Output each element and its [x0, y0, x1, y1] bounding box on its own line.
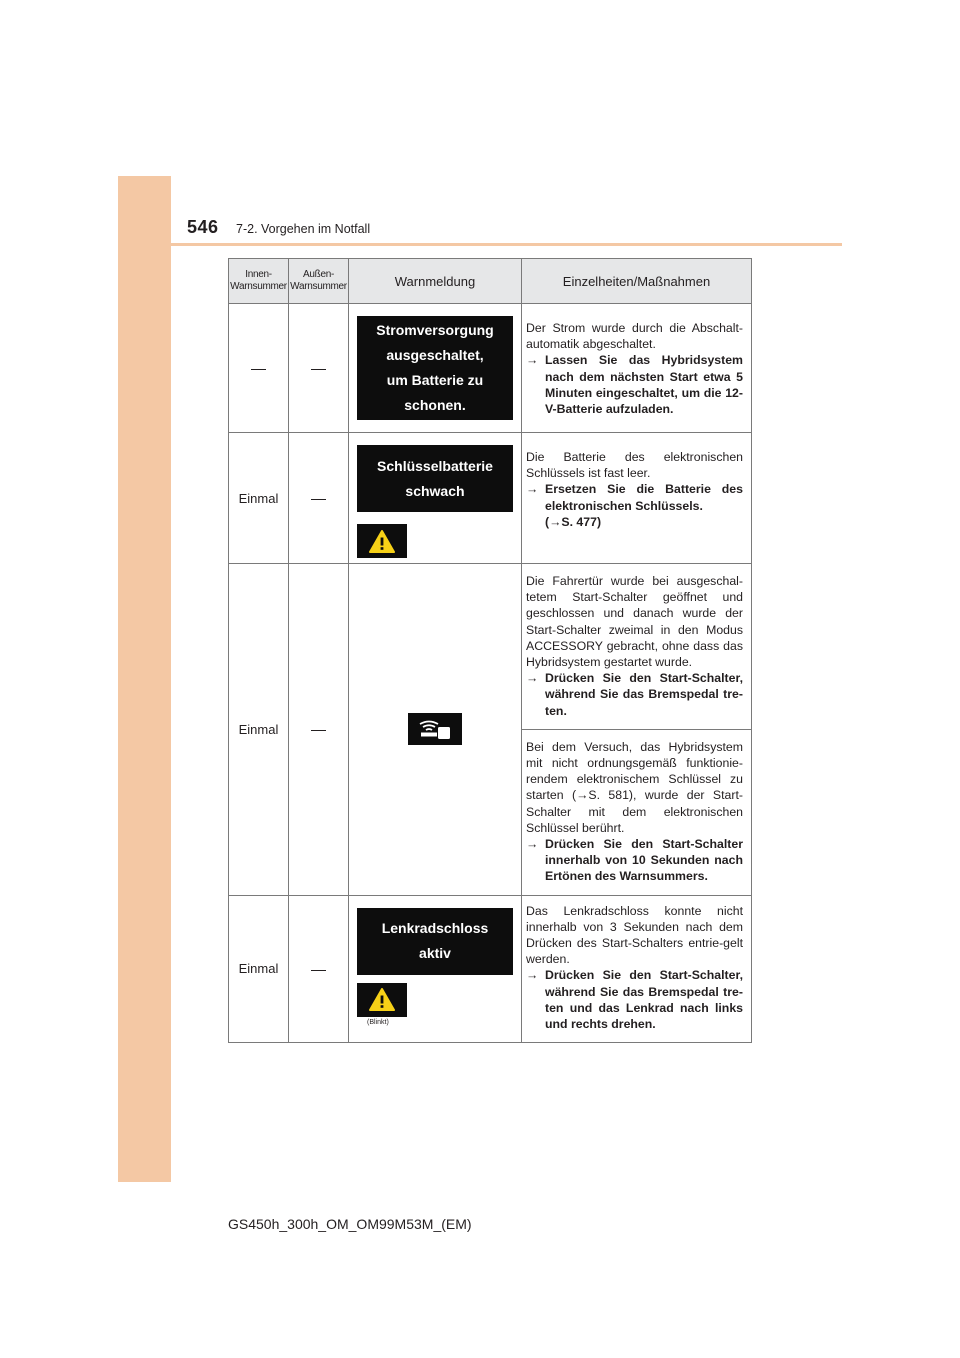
warning-triangle-icon [368, 987, 396, 1012]
dash [251, 369, 266, 370]
header-details: Einzelheiten/Maßnahmen [522, 259, 752, 304]
details-cell [522, 729, 752, 895]
side-strip [118, 176, 171, 1182]
key-indicator-display [408, 713, 462, 745]
detail-text: Der Strom wurde durch die Abschalt-automatik abgeschaltet. [526, 321, 743, 352]
arrow-icon: → [526, 353, 539, 368]
message-cell [349, 433, 522, 564]
action-text: → Drücken Sie den Start-Schalter, während Sie das Bremspedal tre-ten. [526, 671, 743, 718]
footer-manual-code: GS450h_300h_OM_OM99M53M_(EM) [228, 1216, 472, 1232]
dash [311, 369, 326, 370]
dash [311, 499, 326, 500]
message-cell [349, 895, 522, 1043]
details-cell [522, 564, 752, 730]
action-text: → Drücken Sie den Start-Schalter innerhalb von 10 Sekunden nach Ertönen des Warnsummers. [526, 837, 743, 884]
warning-icon-display [357, 983, 407, 1017]
dash [311, 730, 326, 731]
action-text: → Lassen Sie das Hybridsystem nach dem nächsten Start etwa 5 Minuten eingeschaltet, um die 12-V-Batterie aufzuladen. [526, 353, 743, 417]
message-cell [349, 304, 522, 433]
page-reference: (→S. 477) [545, 514, 602, 529]
header-message: Warnmeldung [349, 259, 522, 304]
inner-buzzer-cell: Einmal [229, 433, 289, 564]
display-message: Lenkradschloss aktiv [357, 908, 513, 975]
smart-key-signal-icon [416, 718, 454, 740]
outer-buzzer-cell [289, 564, 349, 896]
table-row [229, 895, 752, 1043]
inner-buzzer-cell [229, 304, 289, 433]
arrow-icon: → [526, 837, 539, 852]
warning-icon-display [357, 524, 407, 558]
header-inner-buzzer: Innen- Warnsummer [229, 259, 289, 304]
detail-text: Bei dem Versuch, das Hybridsystem mit nicht ordnungsgemäß funktionie-rendem elektronischem Schlüssel zu starten (→S. 581), wurde der Start-Schalter mit dem elektronischen Schlüssel berührt. [526, 739, 743, 835]
display-message: Schlüsselbatterie schwach [357, 445, 513, 512]
detail-text: Die Batterie des elektronischen Schlüssels ist fast leer. [526, 450, 743, 481]
section-title: 7-2. Vorgehen im Notfall [236, 222, 371, 236]
detail-text: Die Fahrertür wurde bei ausgeschal-tetem Start-Schalter geöffnet und geschlossen und danach wurde der Start-Schalter zweimal in den Modus ACCESSORY gebracht, ohne dass das Hybridsystem gestartet wurde. [526, 574, 743, 670]
details-cell [522, 433, 752, 564]
warning-triangle-icon [368, 529, 396, 554]
table-row [229, 433, 752, 564]
arrow-icon: → [526, 671, 539, 686]
arrow-icon: → [526, 968, 539, 983]
inner-buzzer-cell: Einmal [229, 564, 289, 896]
header-rule [118, 243, 842, 246]
detail-text: Das Lenkradschloss konnte nicht innerhalb von 3 Sekunden nach dem Drücken des Start-Schalters entrie-gelt werden. [526, 903, 743, 967]
dash [311, 970, 326, 971]
arrow-icon: → [526, 482, 539, 497]
table-row [229, 564, 752, 730]
table-header-row [229, 259, 752, 304]
action-text: → Ersetzen Sie die Batterie des elektronischen Schlüssels. [526, 482, 743, 513]
outer-buzzer-cell [289, 433, 349, 564]
header-outer-buzzer: Außen- Warnsummer [289, 259, 349, 304]
page-number: 546 [187, 217, 219, 237]
details-cell [522, 304, 752, 433]
inner-buzzer-cell: Einmal [229, 895, 289, 1043]
warning-table [228, 258, 752, 1043]
display-message: Stromversorgung ausgeschaltet, um Batterie zu schonen. [357, 316, 513, 420]
message-cell [349, 564, 522, 896]
table-row [229, 304, 752, 433]
outer-buzzer-cell [289, 304, 349, 433]
action-text: → Drücken Sie den Start-Schalter, während Sie das Bremspedal tre-ten und das Lenkrad nach links und rechts drehen. [526, 968, 743, 1032]
details-cell [522, 895, 752, 1043]
outer-buzzer-cell [289, 895, 349, 1043]
blink-note: (Blinkt) [367, 1018, 389, 1026]
